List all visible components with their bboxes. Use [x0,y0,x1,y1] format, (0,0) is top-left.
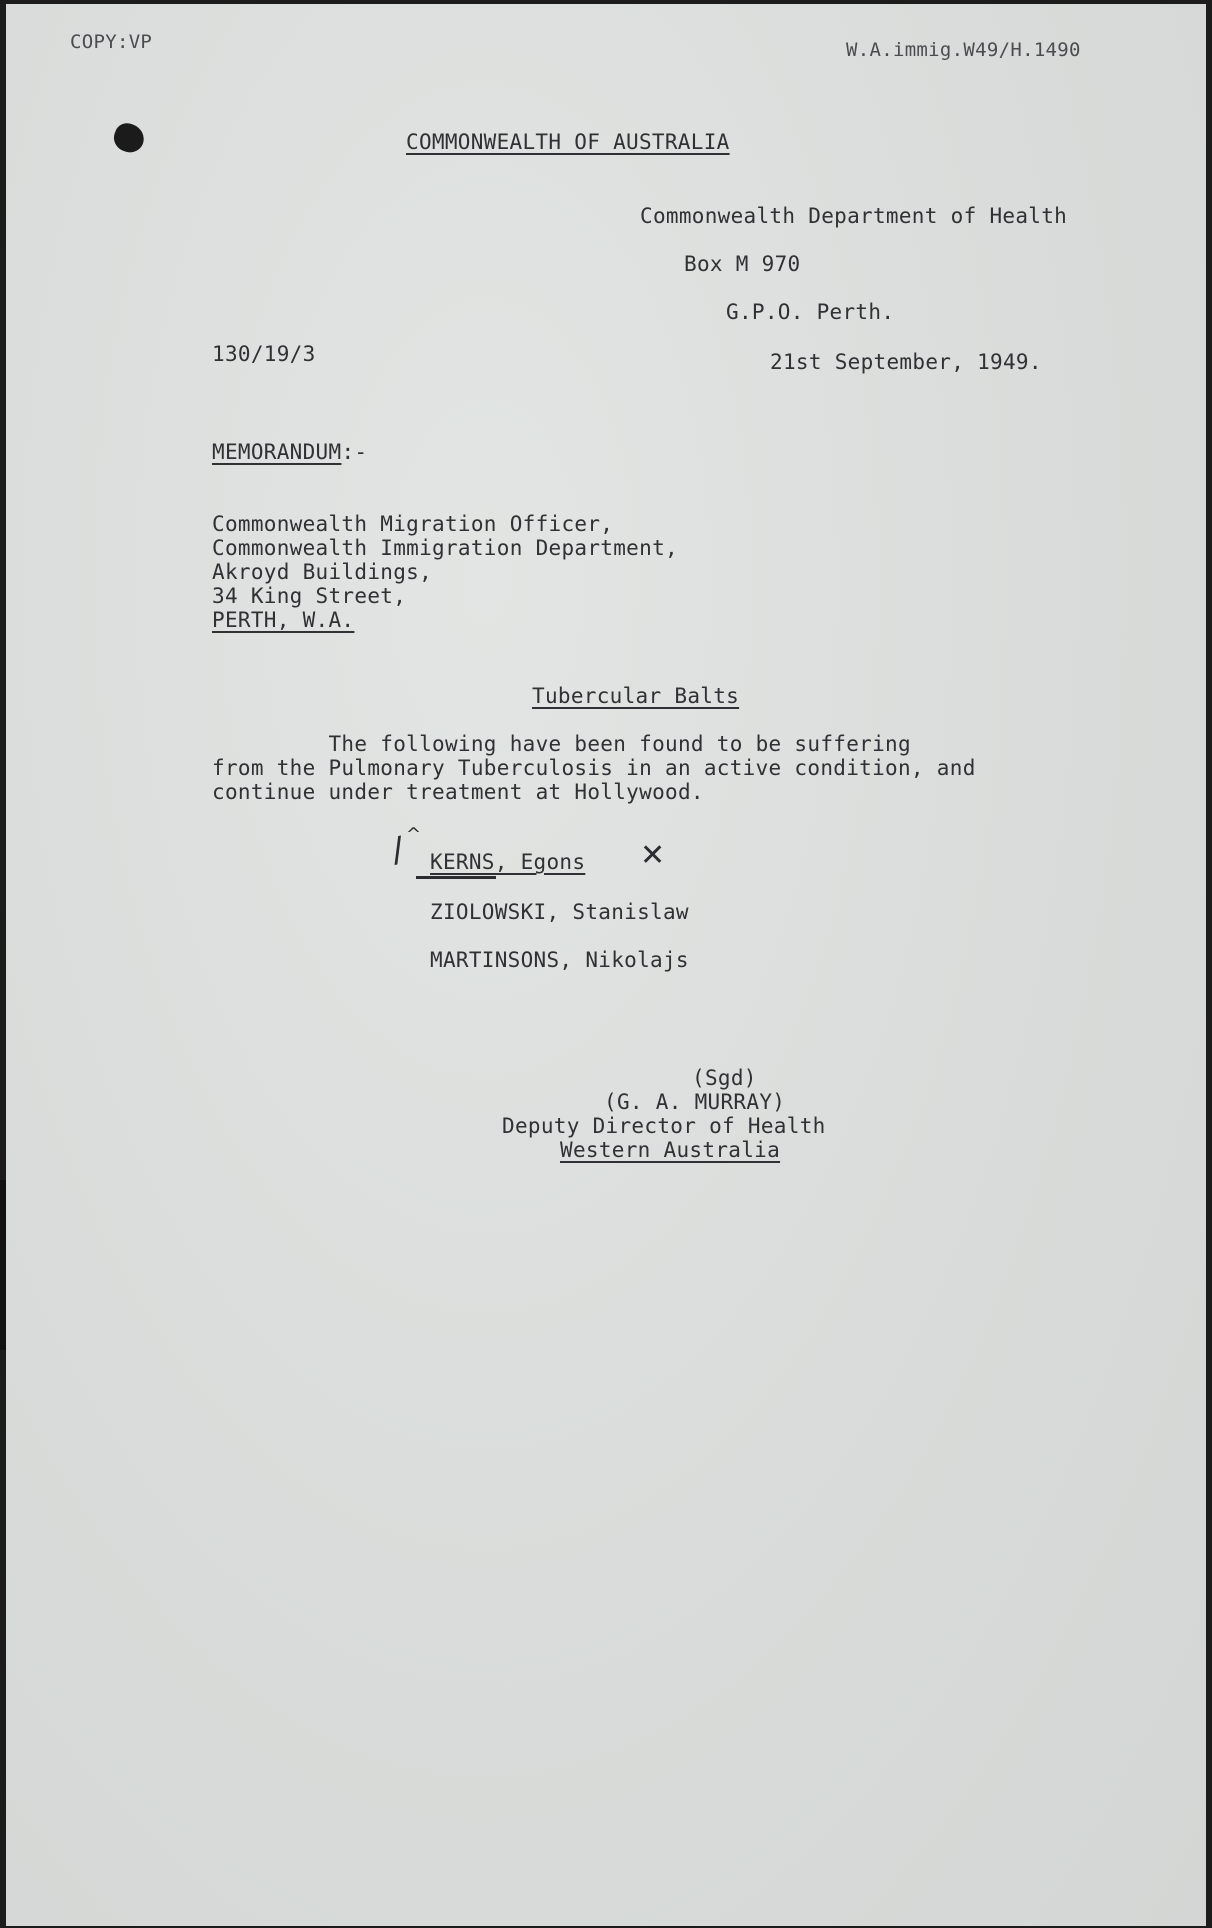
punch-hole [110,120,148,157]
handwritten-underline-mark [416,876,496,879]
department-name: Commonwealth Department of Health [640,204,1068,228]
body-line: The following have been found to be suffering [212,732,911,756]
handwritten-tick-mark: / [388,829,407,871]
signatory-title: Deputy Director of Health [502,1114,826,1138]
addressee-line: Commonwealth Immigration Department, [212,536,678,560]
handwritten-tick-mark: ^ [406,824,422,845]
addressee-line: 34 King Street, [212,584,407,608]
subject-line: Tubercular Balts [532,684,740,708]
memorandum-label: MEMORANDUM [212,440,342,464]
body-line: continue under treatment at Hollywood. [212,780,704,804]
document-page [6,4,1206,1926]
handwritten-cross-mark: ✕ [640,838,666,873]
memorandum-heading [212,440,367,464]
addressee-line: Commonwealth Migration Officer, [212,512,614,536]
patient-name: KERNS, Egons [430,850,586,874]
patient-name: MARTINSONS, Nikolajs [430,948,689,972]
gpo-address: G.P.O. Perth. [726,300,895,324]
letter-date: 21st September, 1949. [770,350,1042,374]
memorandum-suffix: :- [341,440,368,464]
addressee-line: Akroyd Buildings, [212,560,433,584]
letterhead-title: COMMONWEALTH OF AUSTRALIA [406,130,730,154]
signature-sgd: (Sgd) [692,1066,757,1090]
addressee-line: PERTH, W.A. [212,608,355,632]
signatory-region: Western Australia [560,1138,781,1162]
signatory-name: (G. A. MURRAY) [604,1090,786,1114]
box-number: Box M 970 [684,252,801,276]
body-line: from the Pulmonary Tuberculosis in an active condition, and [212,756,976,780]
patient-name: ZIOLOWSKI, Stanislaw [430,900,689,924]
copy-mark: COPY:VP [70,31,153,53]
reference-number: 130/19/3 [212,342,316,366]
file-reference: W.A.immig.W49/H.1490 [846,39,1081,61]
